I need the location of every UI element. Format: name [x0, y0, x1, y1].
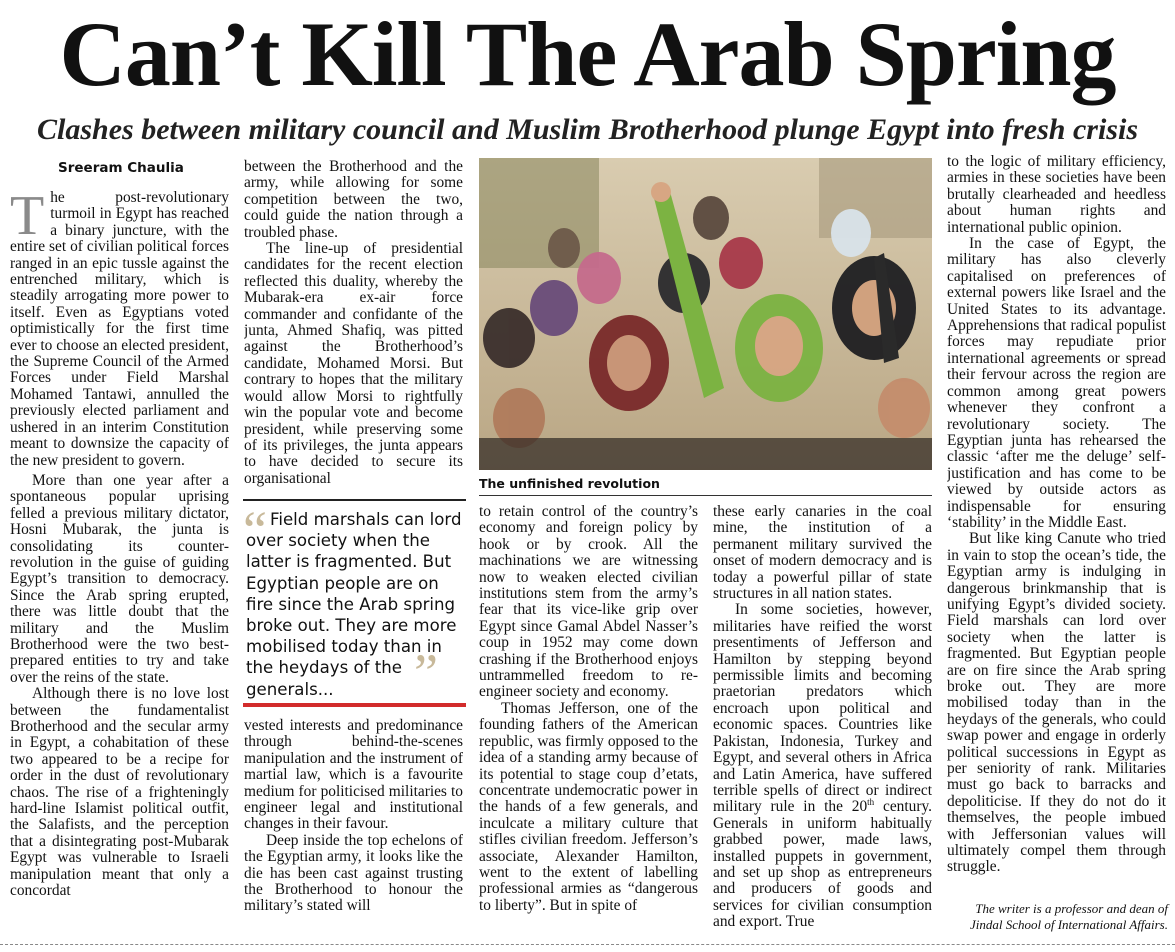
paragraph: In the case of Egypt, the military has also cleverly capitalised on preferences of external powers like Israel and the United States to its advantage. Apprehensions that radical populist forces may repudiate prior international agreements or spread their fervour across the region are common among great powers whenever they confront a revolutionary society. The Egyptian junta has rehearsed the classic ‘after me the deluge’ self-justification and has come to be viewed by outside actors as indispensable for ensuring ‘stability’ in the Middle East. — [947, 235, 1166, 531]
paragraph: these early canaries in the coal mine, the institution of a permanent military survived the onset of modern democracy and is today a powerful pillar of state structures in all nation states. — [713, 504, 932, 603]
pull-quote-divider — [243, 703, 466, 707]
paragraph: The line-up of presidential candidates for the recent election reflected this duality, whereby the Mubarak-era ex-air force commander and confidante of the junta, Ahmed Shafiq, was pitted against the Brotherhood’s candidate, Mohamed Morsi. But contrary to hopes that the military would allow Morsi to rightfully win the popular vote and become president, while preserving some of its privileges, the junta appears to have decided to secure its organisational — [244, 240, 463, 487]
paragraph: Thomas Jefferson, one of the founding fathers of the American republic, was firmly opposed to the idea of a standing army because of its potential to stage coup d’etats, concentrate undemocratic power in the hands of a few generals, and inculcate a military culture that stifles civilian freedom. Jefferson’s associate, Alexander Hamilton, went to the extent of labelling professional armies as “dangerous to liberty”. But in spite of — [479, 699, 698, 914]
paragraph: The post-revolutionary turmoil in Egypt has reached a binary juncture, with the entire set of civilian political forces ranged in an epic tussle against the entrenched military, which is steadily arrogating more power to itself. Even as Egyptians voted optimistically for the first time ever to choose an elected president, the Supreme Council of the Armed Forces under Field Marshal Mohamed Tantawi, annulled the previously elected parliament and ushered in an interim Constitution meant to downsize the capacity of the new president to govern. — [10, 190, 229, 469]
drop-cap: T — [10, 190, 45, 247]
pull-quote-text: Field marshals can lord over society when the latter is fragmented. But Egyptian people are on fire since the Arab spring broke out. They are more mobilised today than in the heydays of the generals... — [246, 510, 462, 699]
paragraph: to retain control of the country’s economy and foreign policy by hook or by crook. All the machinations we are witnessing now to weaken elected civilian institutions stem from the army’s fear that its vice-like grip over Egypt since Gamal Abdel Nasser’s coup in 1952 may come down crashing if the Brotherhood enjoys untrammelled freedom to re-engineer society and economy. — [479, 504, 698, 701]
open-quote-icon: “ — [243, 500, 267, 560]
close-quote-icon: ” — [414, 643, 438, 703]
paragraph: Although there is no love lost between the fundamentalist Brotherhood and the secular army in Egypt, a cohabitation of these two appeared to be a recipe for order in the dust of revolutionary chaos. The rise of a frighteningly hard-line Islamist political outfit, the Salafists, and the perception that a disintegrating post-Mubarak Egypt was vulnerable to Israeli manipulation meant that only a concordat — [10, 685, 229, 900]
paragraph: But like king Canute who tried in vain to stop the ocean’s tide, the Egyptian army is indulging in dangerous brinkmanship that is unifying Egypt’s divided society. Field marshals can lord over society when the latter is fragmented. But Egyptian people are on fire since the Arab spring broke out. They are more mobilised today than in the heydays of the generals, who could swap power and engage in orderly political successions in Egypt as per seniority of rank. Militaries must go back to barracks and depoliticise. If they do not do it themselves, the people imbued with Jeffersonian values will ultimately compel them through struggle. — [947, 530, 1166, 876]
article-column-5 — [947, 154, 1166, 898]
headline: Can’t Kill The Arab Spring — [59, 3, 1116, 105]
paragraph: More than one year after a spontaneous popular uprising felled a previous military dictator, Hosni Mubarak, the junta is consolidating its counter-revolution in the guise of guiding Egypt’s transition to democracy. Since the Arab spring erupted, there was little doubt that the military and the Muslim Brotherhood were the two best-prepared entities to try and take over the reins of the state. — [10, 471, 229, 686]
byline: Sreeram Chaulia — [58, 160, 184, 176]
article-column-4 — [713, 504, 932, 936]
protest-photo — [479, 158, 932, 470]
photo-caption: The unfinished revolution — [479, 476, 660, 491]
paragraph: between the Brotherhood and the army, while allowing for some competition between the two, could guide the nation through a troubled phase. — [244, 159, 463, 241]
article-column-2-lower — [244, 718, 463, 936]
paragraph: Deep inside the top echelons of the Egyptian army, it looks like the die has been cast against trusting the Brotherhood to honour the military’s stated will — [244, 831, 463, 915]
paragraph: In some societies, however, militaries have reified the worst presentiments of Jefferson and Hamilton by stepping beyond permissible limits and becoming praetorian predators which encroach upon political and economic spaces. Countries like Pakistan, Indonesia, Turkey and Egypt, and several others in Africa and Latin America, have suffered terrible spells of direct or indirect military rule in the 20th century. Generals in uniform habitually grabbed power, made laws, installed puppets in government, and set up shop as entrepreneurs and producers of goods and services for civilian consumption and export. True — [713, 601, 932, 931]
article-column-1 — [10, 190, 229, 934]
credit-line: Jindal School of International Affairs. — [969, 917, 1168, 932]
paragraph: vested interests and predominance through behind-the-scenes manipulation and the instrument of martial law, which is a favourite medium for politicised militaries to engineer legal and institutional changes in their favour. — [244, 718, 463, 833]
article-column-3 — [479, 504, 698, 936]
paragraph: to the logic of military efficiency, armies in these societies have been brutally clearheaded and heedless about human rights and international public opinion. — [947, 154, 1166, 236]
page-bottom-rule — [0, 944, 1175, 945]
article-column-2 — [244, 159, 463, 491]
credit-line: The writer is a professor and dean of — [975, 901, 1168, 916]
author-credit — [946, 901, 1168, 933]
subheadline: Clashes between military council and Muslim Brotherhood plunge Egypt into fresh crisis — [37, 113, 1138, 146]
photo-illustration — [479, 158, 932, 470]
caption-divider — [479, 495, 932, 496]
